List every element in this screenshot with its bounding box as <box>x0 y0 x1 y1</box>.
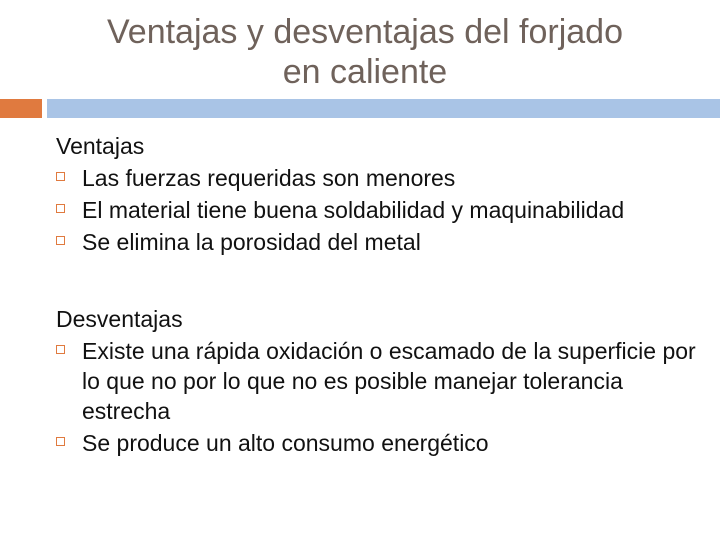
section-desventajas <box>56 304 706 458</box>
square-bullet-icon <box>56 437 65 446</box>
slide-body <box>56 131 706 458</box>
list-item <box>56 428 706 458</box>
list-item-text: Las fuerzas requeridas son menores <box>82 165 456 191</box>
accent-bar-blue <box>47 99 720 118</box>
list-item <box>56 195 706 225</box>
list-item-text: El material tiene buena soldabilidad y maquinabilidad <box>82 197 625 223</box>
square-bullet-icon <box>56 345 65 354</box>
list-item-text: Se produce un alto consumo energético <box>82 430 489 456</box>
section-heading: Ventajas <box>56 133 145 159</box>
list-item <box>56 163 706 193</box>
square-bullet-icon <box>56 204 65 213</box>
list-item-text: Existe una rápida oxidación o escamado de la superficie por lo que no por lo que no es posible manejar tolerancia estrecha <box>82 338 696 424</box>
slide-title <box>30 12 700 92</box>
bullet-list <box>56 336 706 458</box>
section-heading: Desventajas <box>56 306 183 332</box>
square-bullet-icon <box>56 236 65 245</box>
slide-title-line-1: Ventajas y desventajas del forjado <box>106 13 623 51</box>
accent-bar-orange <box>0 99 42 118</box>
section-ventajas <box>56 131 706 257</box>
square-bullet-icon <box>56 172 65 181</box>
slide-title-line-2: en caliente <box>282 53 448 91</box>
list-item-text: Se elimina la porosidad del metal <box>82 229 421 255</box>
list-item <box>56 227 706 257</box>
bullet-list <box>56 163 706 257</box>
list-item <box>56 336 706 426</box>
